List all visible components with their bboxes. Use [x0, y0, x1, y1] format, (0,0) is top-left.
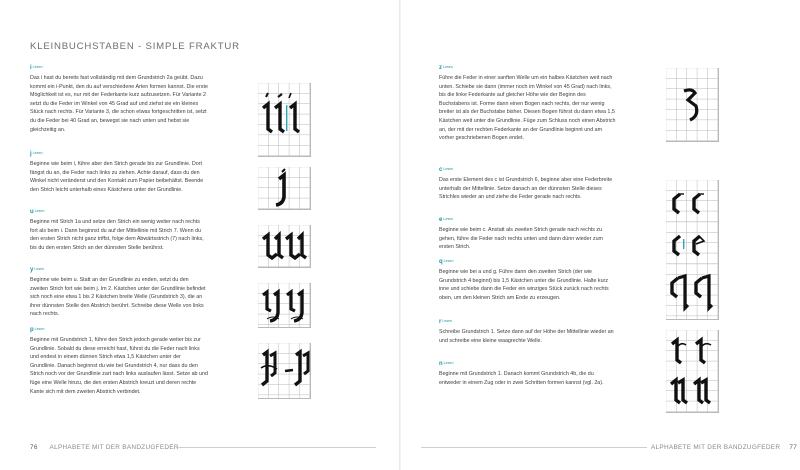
letter-description: Beginne wie bei a und g. Führe dann den zweiten Strich (der wie Grundstrich 4 beginnt) bis 1,5 Kästchen unter die Grundlinie. Halte kurz inne und schiebe dann die Feder ein winziges Stück zurück nach rechts oben, um den kleinen Strich am Ende zu erzeugen. [439, 269, 609, 301]
left-running-title: ALPHABETE MIT DER BANDZUGFEDER [49, 444, 179, 451]
letter-description: Schreibe Grundstrich 1. Setze dann auf der Höhe der Mittellinie wieder an und schreibe eine kleine waagrechte Welle. [439, 329, 614, 344]
entry-q [439, 258, 617, 302]
calligraphy-grid-p [258, 343, 311, 399]
entry-n [439, 360, 617, 387]
letter-heading: uLesen [30, 209, 45, 216]
right-running-title: ALPHABETE MIT DER BANDZUGFEDER [651, 444, 781, 451]
letter-description: Führe die Feder in einer sanften Welle um ein halbes Kästchen weit nach unten. Schiebe sie dann (immer noch im Winkel von 45 Grad) nach links, bis die linke Federkante auf gleicher Höhe wie der Beginn des Buchstabens ist. Forme dann einen Bogen nach rechts, der nur wenig breiter ist als der Buchstabe bisher. Diesen Bogen führst du dann etwa 1,5 Kästchen weit unter die Grundlinie. Füge zum Schluss noch einen Abstrich an, der mit der rechten Federkante an der Grundlinie beginnt und am vorher geschriebenen Bogen endet. [439, 75, 616, 142]
letter-description: Das i hast du bereits fast vollständig mit dem Grundstrich 2a geübt. Dazu kommt ein i-Punkt, den du auf verschiedene Arten formen kannst. Die erste Möglichkeit ist es, nur mit der Federkante kurz aufzusetzen. Für Variante 2 setzt du die Feder im Winkel von 45 Grad auf und ziehst sie ein kleines Stück nach rechts. Für Variante 3, die schon etwas fortgeschritten ist, setzt du die Feder bei 40 Grad an, bewegst sie nach unten und hebst sie gleichzeitig an. [30, 75, 208, 133]
calligraphy-grid-u [258, 225, 311, 268]
entry-p [30, 326, 208, 396]
calligraphy-grid-j [258, 167, 311, 210]
entry-c [439, 166, 617, 202]
calligraphy-grid-r [666, 330, 719, 373]
letter-heading: pLesen [30, 327, 45, 334]
letter-description: Beginne mit Grundstrich 1. Danach kommt Grundstrich 4b, die du entweder in einem Zug oder in zwei Schritten formen kannst (vgl. 2a). [439, 371, 604, 386]
letter-description: Beginne wie beim i, führe aber den Strich gerade bis zur Grundlinie. Dort fängst du an, die Feder nach links zu ziehen. Achte darauf, dass du den Winkel nicht veränderst und den Kontakt zum Papier beibehältst. Beende den Strich leicht unterhalb eines Kästchens unter der Grundlinie. [30, 161, 204, 193]
right-page-number: 77 [789, 444, 798, 451]
lettering-i-illustration [258, 83, 310, 156]
letter-heading: iLesen [30, 65, 43, 72]
lettering-u-illustration [258, 225, 310, 267]
left-footer [30, 444, 179, 451]
left-page-number: 76 [30, 444, 38, 451]
lettering-j-illustration [258, 167, 310, 209]
calligraphy-grid-y [258, 283, 311, 328]
letter-heading: qLesen [439, 259, 454, 266]
entry-u [30, 208, 208, 252]
lettering-q-illustration [666, 264, 718, 319]
calligraphy-grid-n [666, 370, 719, 413]
lettering-e-illustration [666, 222, 718, 264]
calligraphy-grid-i [258, 83, 311, 157]
letter-heading: cLesen [439, 167, 454, 174]
letter-description: Beginne wie beim u. Statt an der Grundlinie zu enden, setzt du den zweiten Strich fort wie beim j. Im 2. Kästchen unter der Grundlinie befindet sich noch eine etwa 1 bis 2 Kästchen breite Welle (Grundstrich 3), die an ihrer dünnsten Stelle den Abstrich berührt. Schreibe diese Welle von links nach rechts. [30, 277, 206, 318]
entry-y [30, 266, 208, 319]
entry-e [439, 216, 617, 252]
letter-description: Beginne mit Strich 1a und setze den Strich ein wenig weiter nach rechts fort als beim i. Dann beginnst du auf der Mittellinie mit Strich 7. Wenn du den ersten Strich nicht ganz triffst, folge dem Abwärtsstrich (7) nach links, bis du den ersten Strich an der dünnsten Stelle berührst. [30, 219, 204, 251]
right-footer-rule [421, 447, 647, 448]
lettering-r-illustration [666, 330, 718, 372]
lettering-p-illustration [258, 343, 310, 398]
letter-heading: zLesen [439, 65, 453, 72]
letter-heading: nLesen [439, 361, 454, 368]
lettering-z-illustration [666, 68, 718, 141]
letter-heading: eLesen [439, 217, 454, 224]
entry-r [439, 318, 617, 345]
calligraphy-grid-q [666, 264, 719, 320]
letter-description: Das erste Element des c ist Grundstrich 6, beginne aber eine Federbreite unterhalb der Mittellinie. Setze danach an der dünnsten Stelle dieses Strichles wieder an und ziehe die Feder gerade nach rechts. [439, 177, 613, 201]
letter-description: Beginne mit Grundstrich 1, führe den Strich jedoch gerade weiter bis zur Grundlinie. Sobald du diese erreicht hast, führst du die Feder nach links und endest in einem dünnen Strich etwa 1,5 Kästchen unter der Grundlinie. Danach beginnst du wie bei Grundstrich 4, nur dass du den Strich noch vor der Grundlinie zart nach links auslaufen lässt. Setze ab und füge eine Welle hinzu, die den ersten Abstrich kreuzt und deren rechte Kante sich mit dem zweiten Abstrich verbindet. [30, 337, 208, 395]
book-gutter [399, 0, 401, 470]
calligraphy-grid-c [666, 180, 719, 223]
letter-heading: yLesen [30, 267, 45, 274]
right-footer [651, 444, 797, 451]
page-heading: KLEINBUCHSTABEN - SIMPLE FRAKTUR [30, 41, 240, 52]
lettering-y-illustration [258, 283, 310, 327]
calligraphy-grid-z [666, 68, 719, 142]
letter-heading: jLesen [30, 151, 43, 158]
entry-z [439, 64, 617, 143]
calligraphy-grid-e [666, 222, 719, 265]
left-footer-rule [176, 447, 376, 448]
lettering-n-illustration [666, 370, 718, 412]
entry-i [30, 64, 208, 134]
letter-description: Beginne wie beim c. Anstatt als zweiten Strich gerade nach rechts zu gehen, führe die Feder nach rechts unten und dann dünn wieder zum ersten Strich. [439, 227, 603, 251]
entry-j [30, 150, 208, 194]
lettering-c-illustration [666, 180, 718, 222]
letter-heading: rLesen [439, 319, 453, 326]
